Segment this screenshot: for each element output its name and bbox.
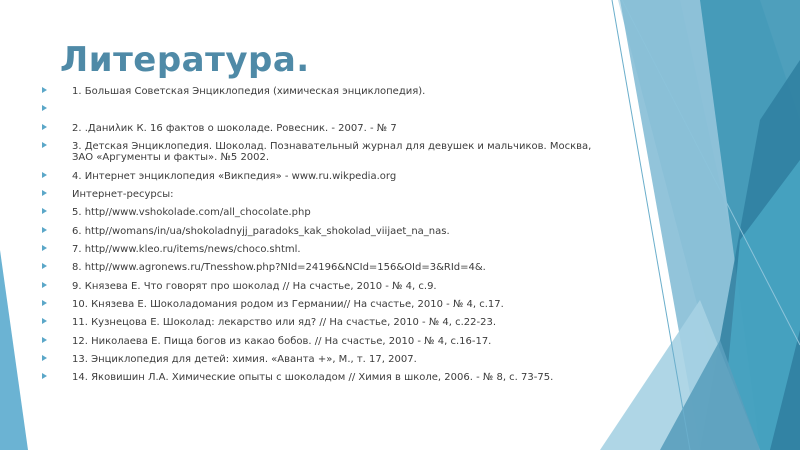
list-item: Интернет-ресурсы: xyxy=(42,189,602,200)
bullet-icon xyxy=(42,373,47,379)
bullet-icon xyxy=(42,300,47,306)
bullet-icon xyxy=(42,227,47,233)
bullet-icon xyxy=(42,124,47,130)
list-item: 9. Князева Е. Что говорят про шоколад // На счастье, 2010 - № 4, с.9. xyxy=(42,281,602,292)
reference-list xyxy=(42,86,602,390)
list-item: 5. http//www.vshokolade.com/all_chocolate.php xyxy=(42,207,602,218)
bullet-icon xyxy=(42,190,47,196)
bullet-icon xyxy=(42,355,47,361)
list-item: 12. Николаева Е. Пища богов из какао бобов. // На счастье, 2010 - № 4, с.16-17. xyxy=(42,336,602,347)
slide-title: Литература. xyxy=(60,40,310,80)
bullet-icon xyxy=(42,337,47,343)
bullet-icon xyxy=(42,282,47,288)
bullet-icon xyxy=(42,245,47,251)
bullet-icon xyxy=(42,105,47,111)
list-item: 6. http//womans/in/ua/shokoladnyjj_paradoks_kak_shokolad_viijaet_na_nas. xyxy=(42,226,602,237)
list-item: 3. Детская Энциклопедия. Шоколад. Познавательный журнал для девушек и мальчиков. Москва, ЗАО «Аргументы и факты». №5 2002. xyxy=(42,141,602,163)
list-item: 14. Яковишин Л.А. Химические опыты с шоколадом // Химия в школе, 2006. - № 8, с. 73-75. xyxy=(42,372,602,383)
list-item: 8. http//www.agronews.ru/Tnesshow.php?NId=24196&NCId=156&OId=3&RId=4&. xyxy=(42,262,602,273)
bullet-icon xyxy=(42,142,47,148)
list-item: 10. Князева Е. Шоколадомания родом из Германии// На счастье, 2010 - № 4, с.17. xyxy=(42,299,602,310)
bullet-icon xyxy=(42,263,47,269)
list-item: 11. Кузнецова Е. Шоколад: лекарство или яд? // На счастье, 2010 - № 4, с.22-23. xyxy=(42,317,602,328)
bullet-icon xyxy=(42,208,47,214)
list-item: 1. Большая Советская Энциклопедия (химическая энциклопедия). xyxy=(42,86,602,97)
list-item: 4. Интернет энциклопедия «Викпедия» - www.ru.wikpedia.org xyxy=(42,171,602,182)
bullet-icon xyxy=(42,318,47,324)
left-edge-shape xyxy=(0,250,28,450)
list-item: 13. Энциклопедия для детей: химия. «Аванта +», М., т. 17, 2007. xyxy=(42,354,602,365)
list-item: 7. http//www.kleo.ru/items/news/choco.shtml. xyxy=(42,244,602,255)
list-item: 2. .Даниλик К. 16 фактов о шоколаде. Ровесник. - 2007. - № 7 xyxy=(42,123,602,134)
bullet-icon xyxy=(42,172,47,178)
bullet-icon xyxy=(42,87,47,93)
list-item xyxy=(42,104,602,115)
